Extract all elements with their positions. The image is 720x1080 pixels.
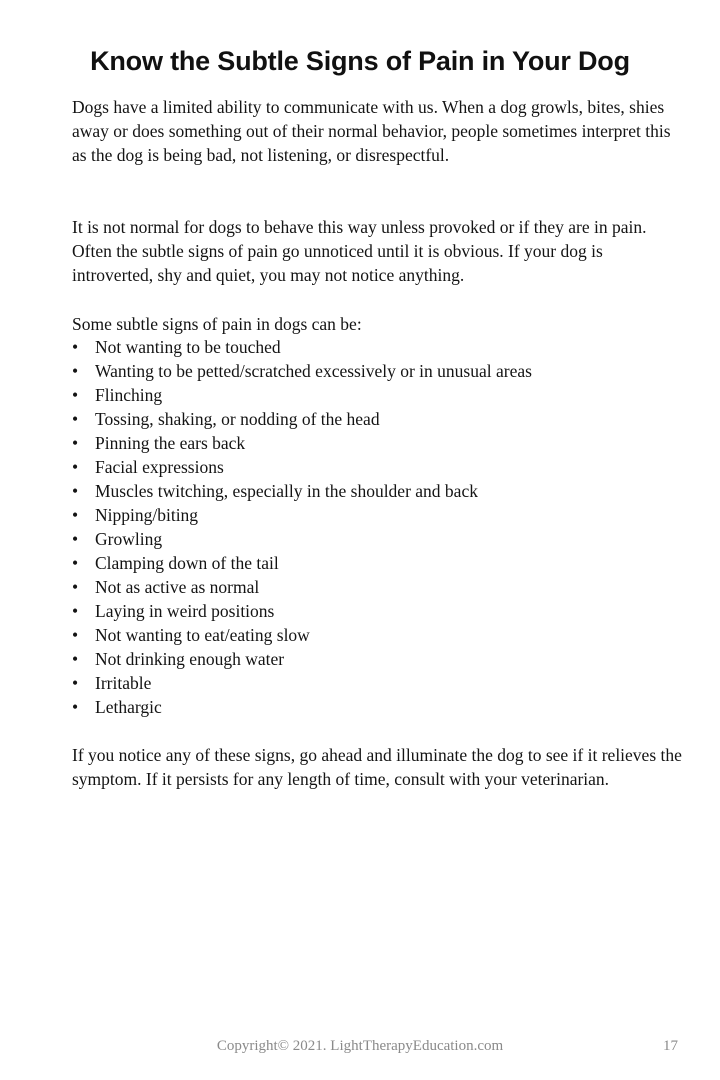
list-intro-text: Some subtle signs of pain in dogs can be: [72, 314, 362, 334]
list-item-text: Not wanting to eat/eating slow [95, 625, 310, 645]
list-item-text: Lethargic [95, 697, 162, 717]
list-item [72, 695, 688, 719]
list-item [72, 527, 688, 551]
list-item-text: Nipping/biting [95, 505, 199, 525]
list-item [72, 431, 688, 455]
list-item-text: Flinching [95, 385, 163, 405]
list-item [72, 671, 688, 695]
closing-paragraph: If you notice any of these signs, go ahead and illuminate the dog to see if it relieves the symptom. If it persists for any length of time, consult with your veterinarian. [72, 745, 682, 789]
list-item-text: Pinning the ears back [95, 433, 246, 453]
bullet-icon: • [72, 625, 79, 645]
list-item [72, 623, 688, 647]
bullet-icon: • [72, 361, 79, 381]
list-item-text: Muscles twitching, especially in the shoulder and back [95, 481, 478, 501]
bullet-icon: • [72, 529, 79, 549]
list-item [72, 599, 688, 623]
list-item-text: Wanting to be petted/scratched excessively or in unusual areas [95, 361, 532, 381]
list-item-text: Not wanting to be touched [95, 337, 281, 357]
bullet-icon: • [72, 577, 79, 597]
page-title: Know the Subtle Signs of Pain in Your Dog [90, 46, 630, 76]
intro-paragraph: Dogs have a limited ability to communicate with us. When a dog growls, bites, shies away or does something out of their normal behavior, people sometimes interpret this as the dog is being bad, not listening, or disrespectful. [72, 97, 671, 165]
list-item-text: Tossing, shaking, or nodding of the head [95, 409, 380, 429]
list-item [72, 479, 688, 503]
list-item [72, 575, 688, 599]
bullet-icon: • [72, 673, 79, 693]
list-item-text: Laying in weird positions [95, 601, 275, 621]
bullet-icon: • [72, 385, 79, 405]
list-item [72, 383, 688, 407]
list-item-text: Not as active as normal [95, 577, 260, 597]
list-item [72, 503, 688, 527]
list-item-text: Growling [95, 529, 163, 549]
list-item-text: Clamping down of the tail [95, 553, 279, 573]
bullet-icon: • [72, 697, 79, 717]
bullet-icon: • [72, 649, 79, 669]
bullet-icon: • [72, 553, 79, 573]
bullet-icon: • [72, 505, 79, 525]
bullet-icon: • [72, 337, 79, 357]
bullet-icon: • [72, 601, 79, 621]
list-item [72, 407, 688, 431]
bullet-icon: • [72, 433, 79, 453]
list-item [72, 647, 688, 671]
list-item-text: Not drinking enough water [95, 649, 285, 669]
list-item [72, 455, 688, 479]
list-item-text: Facial expressions [95, 457, 224, 477]
bullet-icon: • [72, 457, 79, 477]
bullet-icon: • [72, 481, 79, 501]
list-item [72, 335, 688, 359]
page-number: 17 [663, 1038, 678, 1054]
normal-behavior-paragraph: It is not normal for dogs to behave this way unless provoked or if they are in pain. Often the subtle signs of pain go unnoticed until it is obvious. If your dog is introverted, shy and quiet, you may not notice anything. [72, 217, 647, 285]
list-item [72, 359, 688, 383]
list-item [72, 551, 688, 575]
copyright-notice: Copyright© 2021. LightTherapyEducation.com [216, 1038, 504, 1054]
list-item-text: Irritable [95, 673, 152, 693]
bullet-icon: • [72, 409, 79, 429]
pain-signs-list [72, 335, 688, 719]
